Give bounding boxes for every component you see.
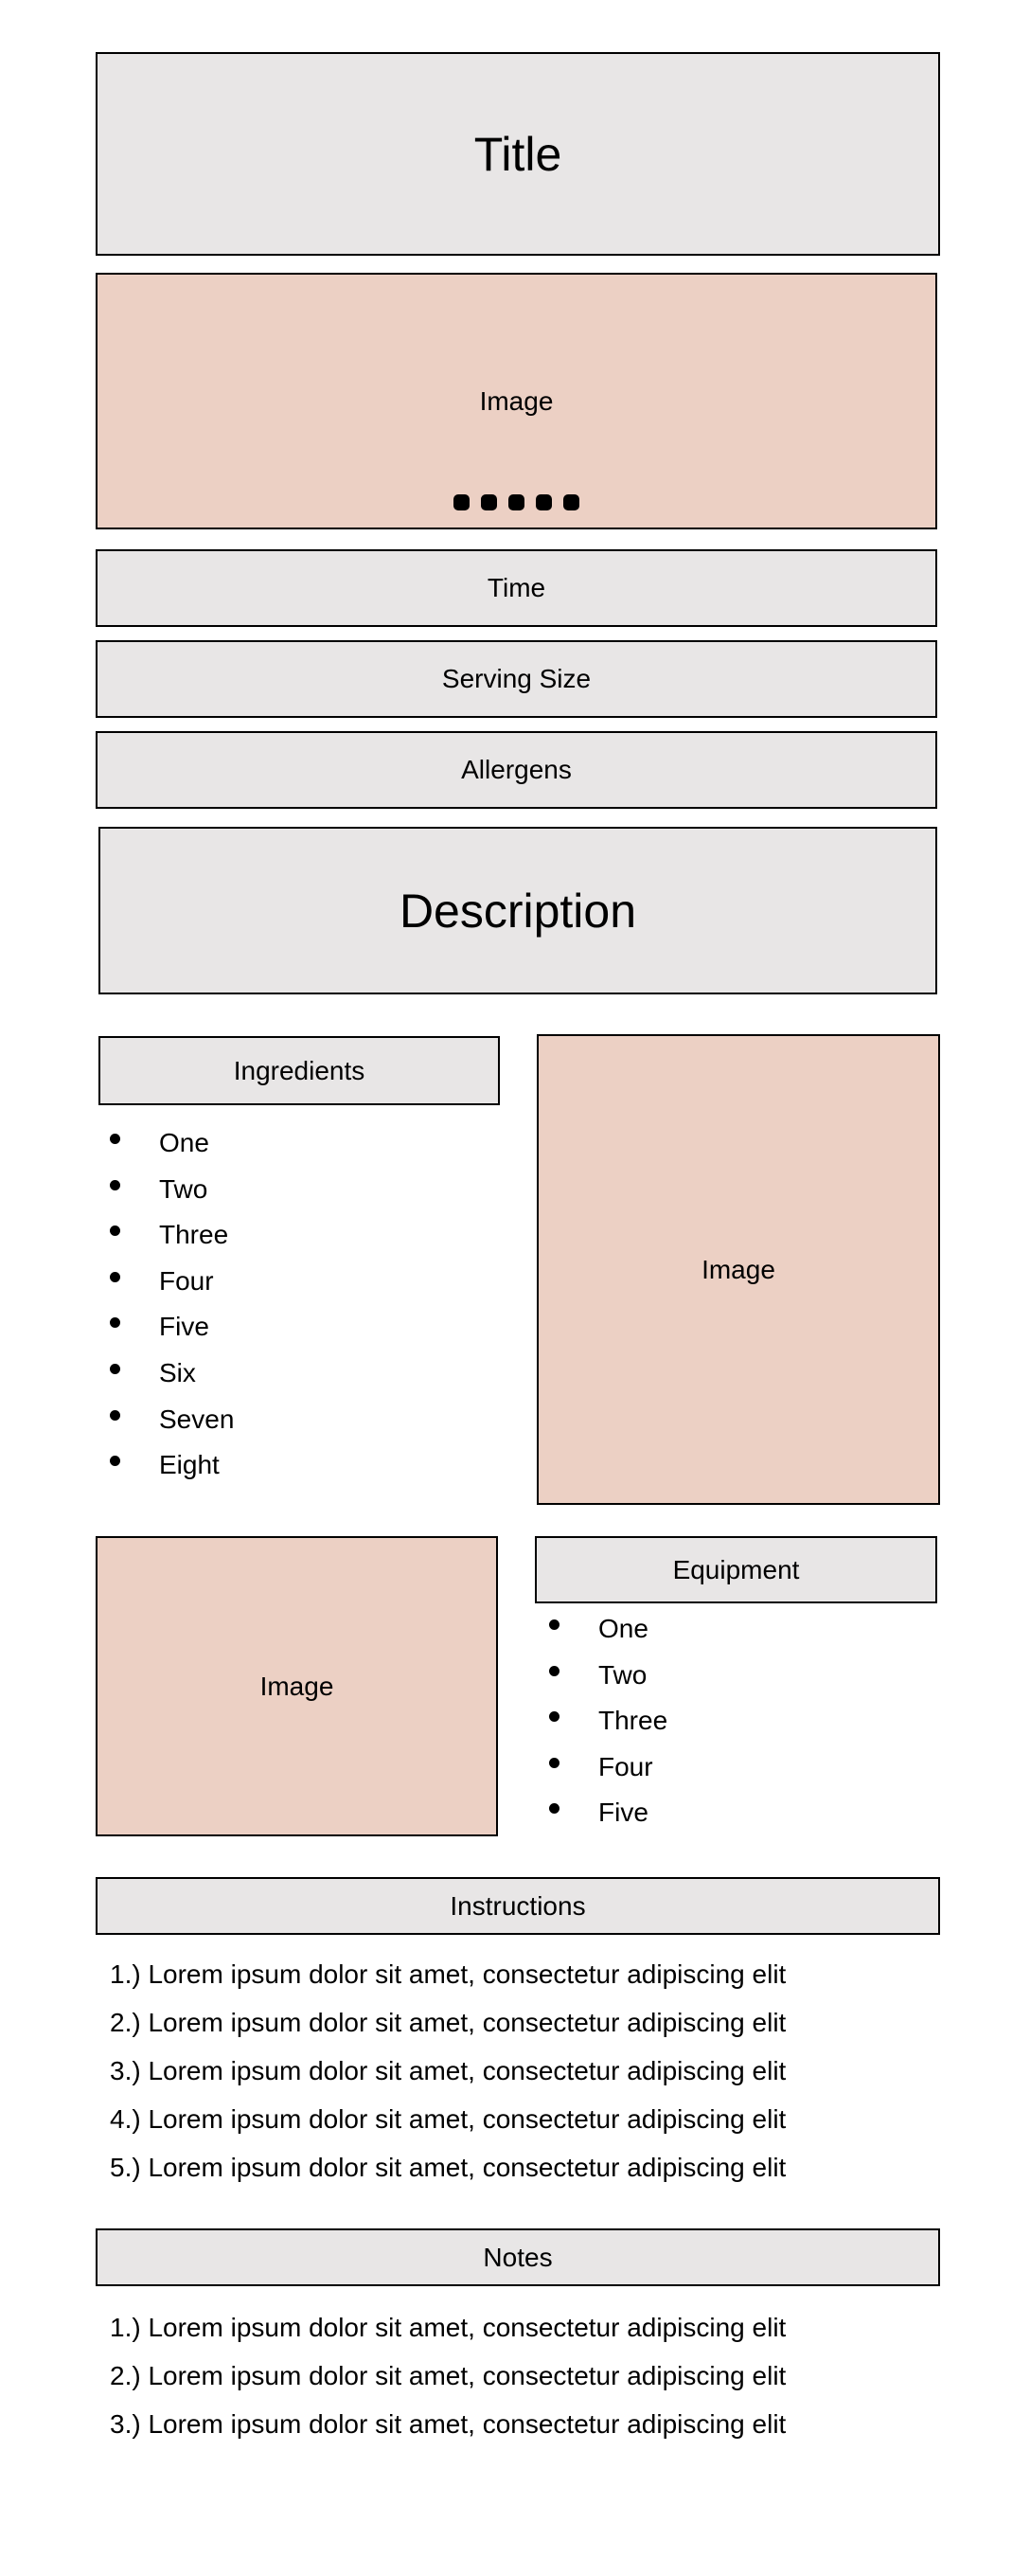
serving-size-label: Serving Size xyxy=(441,664,592,693)
ingredients-header xyxy=(98,1036,500,1105)
instruction-step: 3.) Lorem ipsum dolor sit amet, consectetur adipiscing elit xyxy=(110,2056,787,2085)
time-label: Time xyxy=(487,573,546,602)
instructions-list xyxy=(110,1950,933,2191)
instruction-step: 5.) Lorem ipsum dolor sit amet, consectetur adipiscing elit xyxy=(110,2153,787,2182)
notes-header-label: Notes xyxy=(483,2242,553,2272)
allergens-panel xyxy=(96,731,937,809)
description-panel xyxy=(98,827,937,994)
note-item: 3.) Lorem ipsum dolor sit amet, consectetur adipiscing elit xyxy=(110,2409,787,2439)
ingredient-item: Four xyxy=(98,1259,496,1305)
title-panel xyxy=(96,52,940,256)
note-item: 2.) Lorem ipsum dolor sit amet, consectetur adipiscing elit xyxy=(110,2361,787,2390)
equipment-item: One xyxy=(538,1606,935,1653)
instructions-header-label: Instructions xyxy=(450,1890,586,1921)
ingredients-image xyxy=(537,1034,940,1505)
ingredients-header-label: Ingredients xyxy=(233,1055,365,1085)
ingredients-image-label: Image xyxy=(701,1254,775,1284)
equipment-item: Five xyxy=(538,1790,935,1836)
carousel-dot[interactable] xyxy=(536,494,552,510)
instruction-step: 4.) Lorem ipsum dolor sit amet, consectetur adipiscing elit xyxy=(110,2104,787,2134)
description-label: Description xyxy=(399,884,637,938)
carousel-dot[interactable] xyxy=(481,494,497,510)
equipment-item: Two xyxy=(538,1653,935,1699)
notes-header xyxy=(96,2228,940,2286)
ingredient-item: Five xyxy=(98,1304,496,1351)
hero-image-label: Image xyxy=(479,385,554,416)
equipment-list xyxy=(538,1606,935,1836)
ingredient-item: Six xyxy=(98,1351,496,1397)
page-title: Title xyxy=(473,127,562,181)
ingredient-item: Eight xyxy=(98,1442,496,1489)
hero-image xyxy=(96,273,937,529)
equipment-item: Three xyxy=(538,1698,935,1744)
instruction-step: 2.) Lorem ipsum dolor sit amet, consectetur adipiscing elit xyxy=(110,2008,787,2037)
note-item: 1.) Lorem ipsum dolor sit amet, consectetur adipiscing elit xyxy=(110,2313,787,2342)
carousel-dot[interactable] xyxy=(563,494,579,510)
carousel-dot[interactable] xyxy=(508,494,524,510)
equipment-header-label: Equipment xyxy=(672,1554,800,1584)
instructions-header xyxy=(96,1877,940,1935)
equipment-header xyxy=(535,1536,937,1603)
allergens-label: Allergens xyxy=(461,755,572,784)
ingredients-list xyxy=(98,1120,496,1489)
serving-size-panel xyxy=(96,640,937,718)
ingredient-item: Seven xyxy=(98,1397,496,1443)
ingredient-item: One xyxy=(98,1120,496,1167)
equipment-image-label: Image xyxy=(259,1671,334,1701)
equipment-image xyxy=(96,1536,498,1836)
carousel-dot[interactable] xyxy=(453,494,470,510)
equipment-item: Four xyxy=(538,1744,935,1791)
time-panel xyxy=(96,549,937,627)
ingredient-item: Two xyxy=(98,1167,496,1213)
notes-list xyxy=(110,2303,933,2448)
instruction-step: 1.) Lorem ipsum dolor sit amet, consectetur adipiscing elit xyxy=(110,1959,787,1989)
ingredient-item: Three xyxy=(98,1212,496,1259)
carousel-dots[interactable] xyxy=(98,494,935,510)
